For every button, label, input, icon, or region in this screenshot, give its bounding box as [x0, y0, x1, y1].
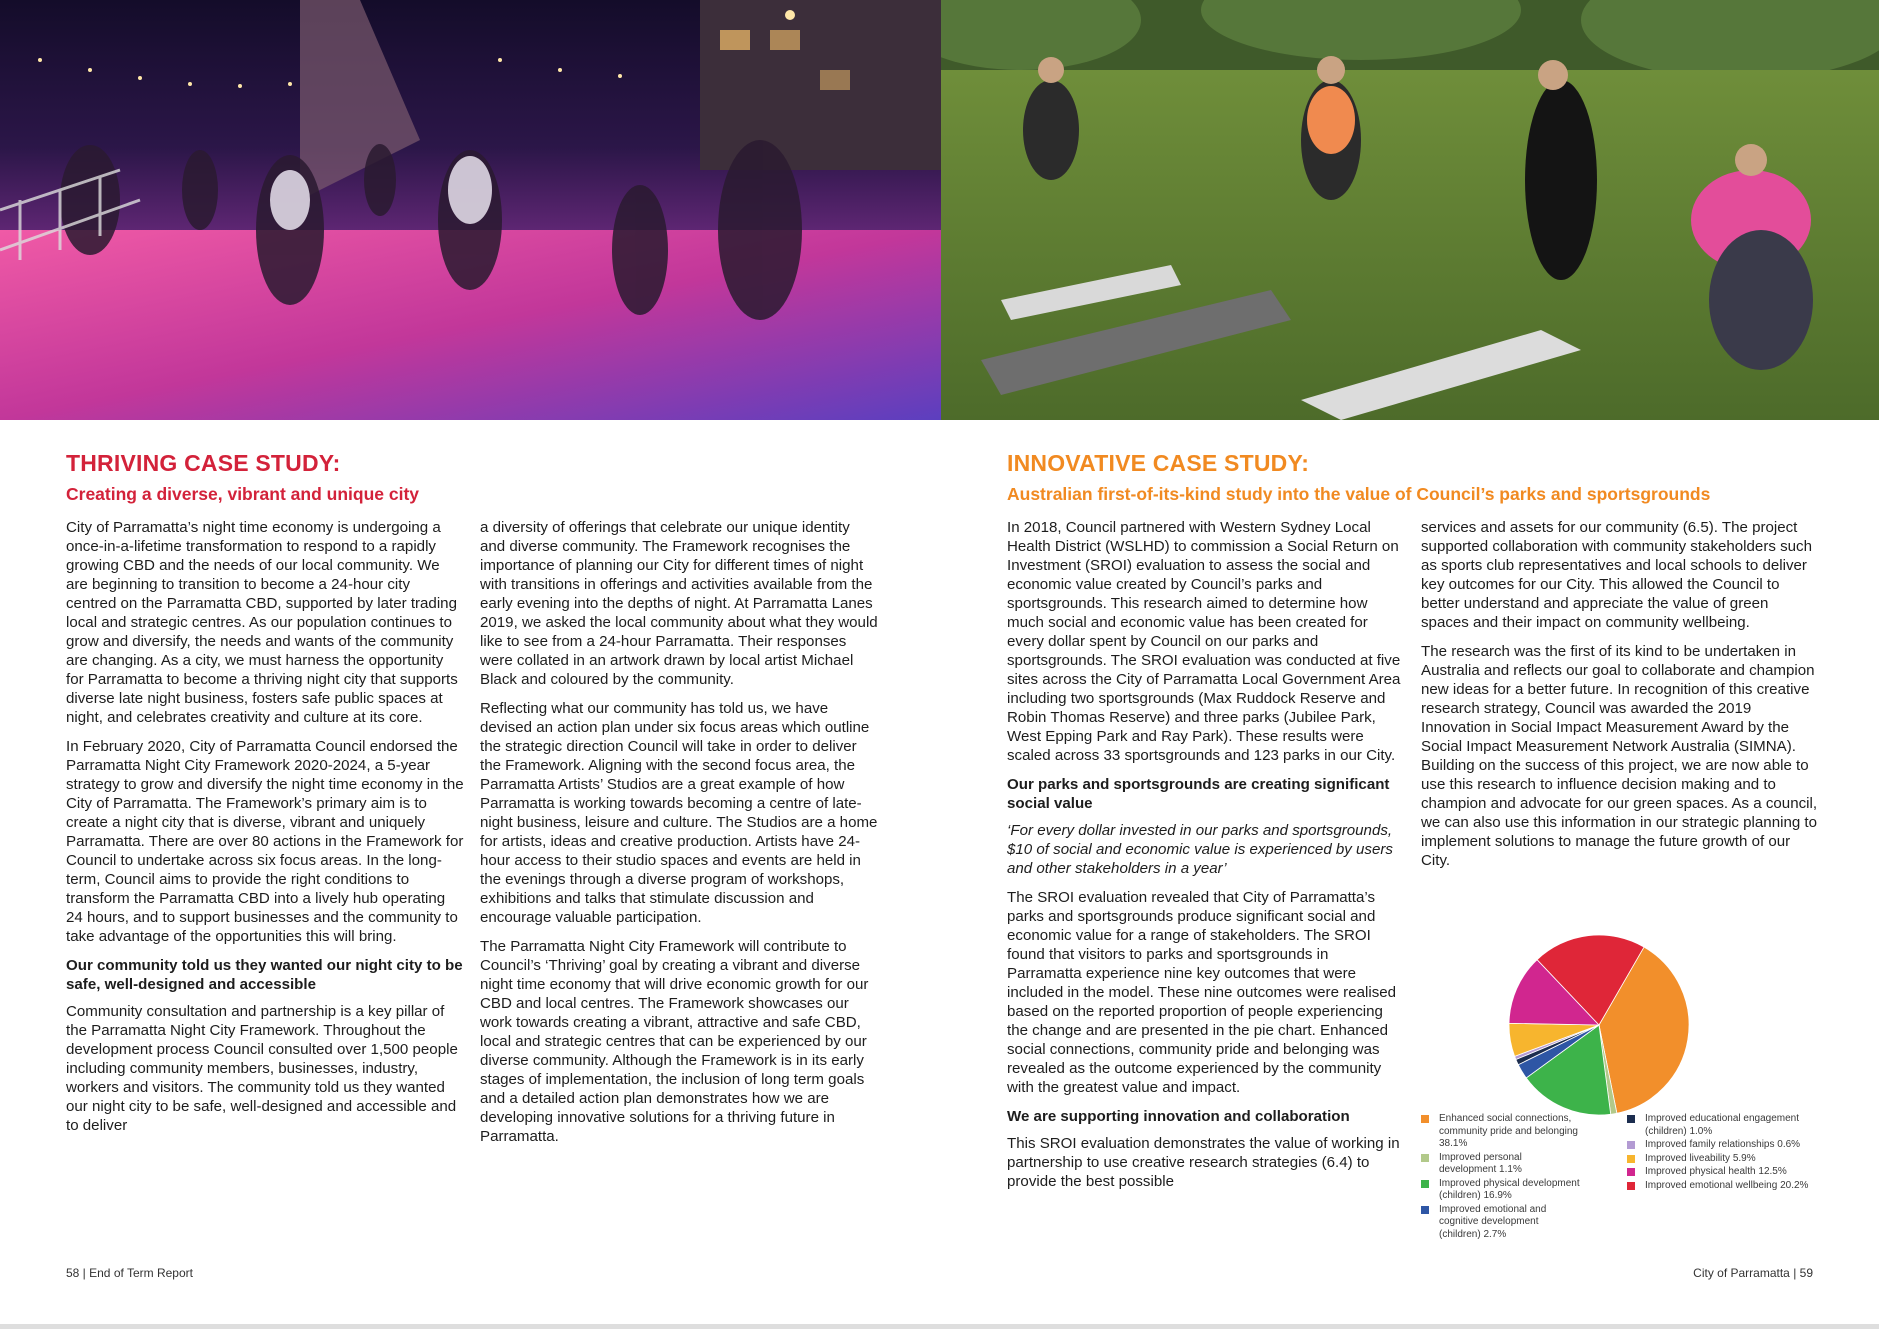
paragraph: In February 2020, City of Parramatta Council endorsed the Parramatta Night City Framework 2020-2024, a 5-year strategy to grow and diversify the night time economy in the City of Parramatta. The Framework’s primary aim is to create a night city that is diverse, vibrant and uniquely Parramatta. There are over 80 actions in the Framework for Council to undertake across six focus areas. In the long-term, Council aims to provide the right conditions to transform the Parramatta CBD into a lively hub operating 24 hours, and to support businesses and the community to take advantage of the opportunities this will bring. — [66, 738, 464, 945]
pie-legend-left — [1421, 1113, 1581, 1242]
legend-swatch — [1421, 1154, 1429, 1162]
pie-legend-right — [1627, 1113, 1812, 1193]
paragraph: City of Parramatta’s night time economy is undergoing a once-in-a-lifetime transformation to respond to a rapidly growing CBD and the needs of our local community. We are beginning to transition to become a 24-hour city centred on the Parramatta CBD, supported by later trading local and strategic centres. As our population continues to grow and diversify, the needs and wants of the community are changing. As a city, we must harness the opportunity for Parramatta to become a thriving night city that supports diverse late night business, fosters safe public spaces at night, and celebrates creativity and culture at its core. — [66, 519, 458, 726]
legend-label: Enhanced social connections, community pride and belonging 38.1% — [1439, 1113, 1578, 1149]
left-column-1 — [66, 518, 464, 1145]
legend-swatch — [1421, 1115, 1429, 1123]
legend-label: Improved family relationships 0.6% — [1645, 1139, 1801, 1150]
paragraph: Reflecting what our community has told us, we have devised an action plan under six focus areas which outline the strategic direction Council will take in order to deliver the Framework. Aligning with the second focus area, the Parramatta Artists’ Studios are a great example of how Parramatta is working towards becoming a centre of late-night business, leisure and culture. The Studios are a home for artists, ideas and creative production. Artists have 24-hour access to their studio spaces and events are held in the evenings through a diverse program of workshops, exhibitions and talks that stimulate discussion and encourage valuable participation. — [480, 700, 878, 926]
legend-item — [1627, 1166, 1812, 1179]
legend-item — [1627, 1139, 1812, 1152]
legend-swatch — [1627, 1168, 1635, 1176]
legend-label: Improved emotional and cognitive development (children) 2.7% — [1439, 1203, 1547, 1240]
legend-label: Improved emotional wellbeing 20.2% — [1645, 1179, 1809, 1191]
left-page-footer: 58 | End of Term Report — [66, 1266, 193, 1280]
left-case-study-title: THRIVING CASE STUDY: — [66, 450, 341, 476]
legend-swatch — [1627, 1182, 1635, 1190]
sroi-outcomes-pie-chart — [1504, 930, 1694, 1120]
legend-item — [1627, 1153, 1812, 1166]
left-column-2 — [480, 518, 878, 1156]
pull-quote: ‘For every dollar invested in our parks and sportsgrounds, $10 of social and economic value is experienced by users and other stakeholders in a year’ — [1007, 822, 1393, 877]
subheading: Our community told us they wanted our night city to be safe, well-designed and accessible — [66, 957, 463, 993]
legend-label: Improved physical health 12.5% — [1645, 1166, 1787, 1177]
legend-label: Improved liveability 5.9% — [1645, 1152, 1756, 1164]
legend-label: Improved personal development 1.1% — [1439, 1151, 1522, 1175]
paragraph: a diversity of offerings that celebrate our unique identity and diverse community. The Framework recognises the importance of planning our City for different times of night with transitions in offerings and activities available from the early evening into the depths of night. At Parramatta Lanes 2019, we asked the local community about what they would like to see from a 24-hour Parramatta. Their responses were collated in an artwork drawn by local artist Michael Black and coloured by the community. — [480, 519, 878, 688]
legend-swatch — [1421, 1180, 1429, 1188]
right-case-study-title: INNOVATIVE CASE STUDY: — [1007, 450, 1310, 476]
roller-skating-photo-art — [0, 0, 941, 420]
legend-label: Improved physical development (children) 16.9% — [1439, 1177, 1580, 1201]
legend-item — [1421, 1113, 1581, 1151]
legend-item — [1421, 1204, 1581, 1242]
subheading: Our parks and sportsgrounds are creating significant social value — [1007, 776, 1390, 812]
paragraph: The research was the first of its kind to be undertaken in Australia and reflects our goal to collaborate and champion new ideas for a better future. In recognition of this creative research strategy, Council was awarded the 2019 Innovation in Social Impact Measurement Award by the Social Impact Measurement Network Australia (SIMNA). Building on the success of this project, we are now able to use this research to influence decision making and to champion and advocate for our green spaces. As a council, we can also use this information in our strategic planning to implement solutions to manage the future growth of our City. — [1421, 643, 1818, 869]
paragraph: services and assets for our community (6.5). The project supported collaboration with community stakeholders such as sports club representatives and local schools to deliver key outcomes for our City. This allowed the Council to better understand and appreciate the value of green spaces and their impact on community wellbeing. — [1421, 519, 1812, 631]
paragraph: This SROI evaluation demonstrates the value of working in partnership to use creative research strategies (6.4) to provide the best possible — [1007, 1135, 1400, 1190]
right-column-1 — [1007, 518, 1405, 1201]
paragraph: In 2018, Council partnered with Western Sydney Local Health District (WSLHD) to commission a Social Return on Investment (SROI) evaluation to assess the social and economic value created by Council’s parks and sportsgrounds. This research aimed to determine how much social and economic value has been created for every dollar spent by Council on our parks and sportsgrounds. The SROI evaluation was conducted at five sites across the City of Parramatta Local Government Area including two sportsgrounds (Max Ruddock Reserve and Robin Thomas Reserve) and three parks (Jubilee Park, West Epping Park and Ray Park). These results were scaled across 33 sportsgrounds and 123 parks in our City. — [1007, 519, 1401, 764]
paragraph: Community consultation and partnership is a key pillar of the Parramatta Night City Framework. Throughout the development process Council consulted over 1,500 people including community members, businesses, industry, workers and visitors. The community told us they wanted our night city to be safe, well-designed and accessible and to deliver — [66, 1003, 458, 1134]
right-case-study-subtitle: Australian first-of-its-kind study into the value of Council’s parks and sportsgrounds — [1007, 484, 1711, 504]
legend-swatch — [1421, 1206, 1429, 1214]
legend-item — [1627, 1180, 1812, 1193]
legend-label: Improved educational engagement (children) 1.0% — [1645, 1113, 1799, 1137]
legend-item — [1421, 1178, 1581, 1203]
right-page-footer: City of Parramatta | 59 — [1693, 1266, 1813, 1280]
paragraph: The SROI evaluation revealed that City of Parramatta’s parks and sportsgrounds produce significant social and economic value for a range of stakeholders. The SROI found that visitors to parks and sportsgrounds in Parramatta experience nine key outcomes that were included in the model. These nine outcomes were realised based on the reported proportion of people experiencing the change and are presented in the pie chart. Enhanced social connections, community pride and belonging was revealed as the outcome experienced by the community with the greatest value and impact. — [1007, 889, 1397, 1096]
right-column-2 — [1421, 518, 1819, 880]
legend-item — [1421, 1152, 1581, 1177]
left-case-study-subtitle: Creating a diverse, vibrant and unique city — [66, 484, 420, 504]
paragraph: The Parramatta Night City Framework will contribute to Council’s ‘Thriving’ goal by creating a vibrant and diverse night time economy that will drive economic growth for our CBD and local centres. The Framework showcases our work towards creating a vibrant, attractive and safe CBD, local and strategic centres that can be experienced by our diverse community. Although the Framework is in its early stages of implementation, the inclusion of long term goals and a detailed action plan demonstrates how we are developing innovative solutions for a thriving future in Parramatta. — [480, 938, 869, 1145]
legend-swatch — [1627, 1155, 1635, 1163]
legend-swatch — [1627, 1115, 1635, 1123]
park-exercise-photo — [941, 0, 1879, 420]
legend-swatch — [1627, 1141, 1635, 1149]
park-exercise-photo-art — [941, 0, 1879, 420]
subheading: We are supporting innovation and collaboration — [1007, 1108, 1350, 1125]
legend-item — [1627, 1113, 1812, 1138]
page-bottom-edge — [0, 1324, 1879, 1329]
roller-skating-photo — [0, 0, 941, 420]
